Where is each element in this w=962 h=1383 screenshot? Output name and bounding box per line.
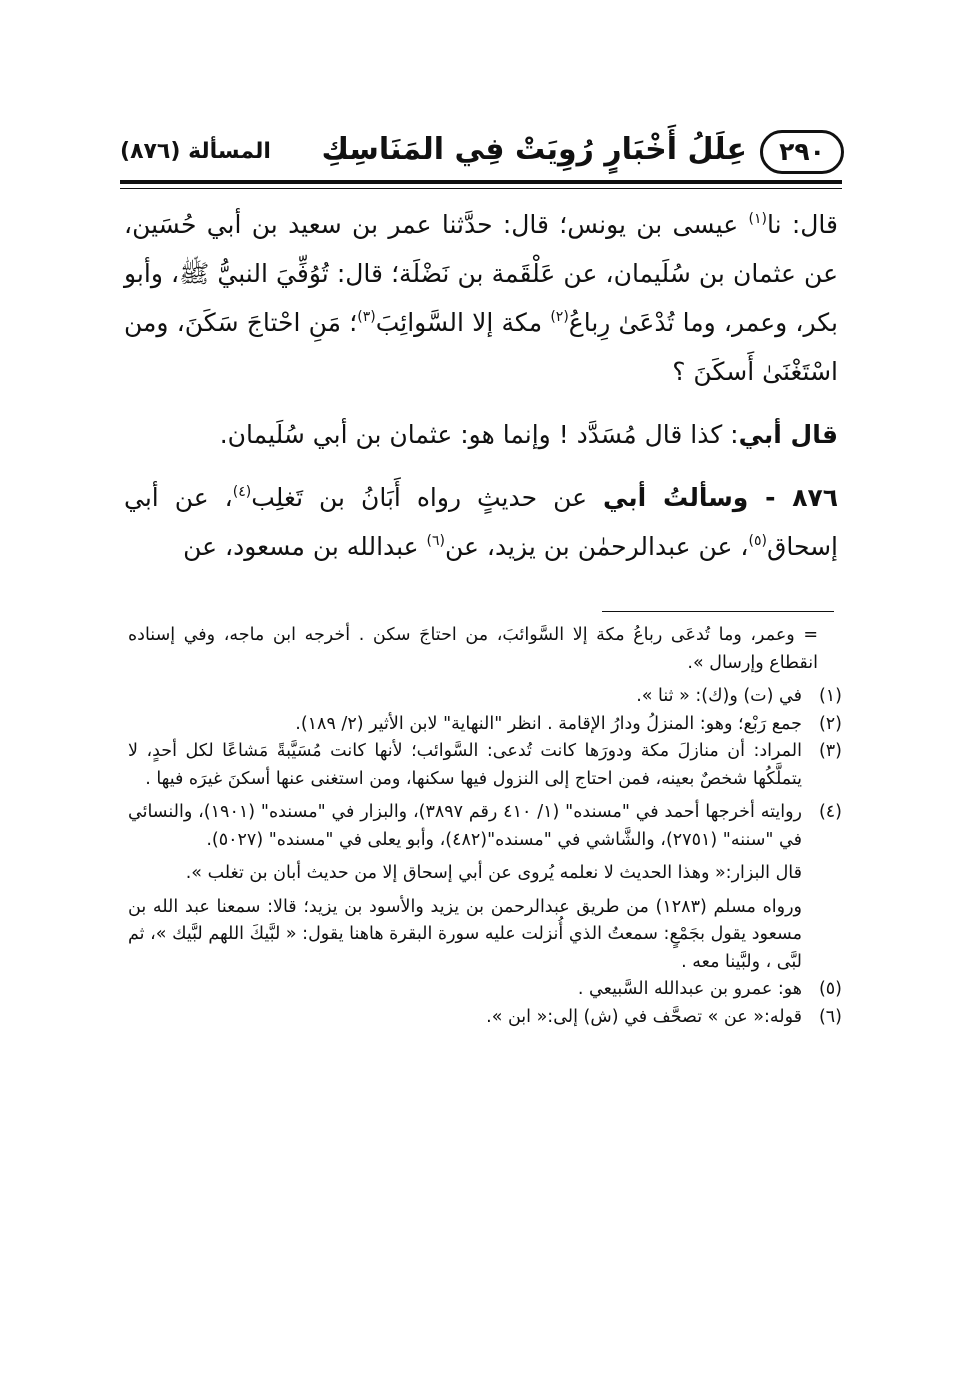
footnotes — [128, 622, 842, 1031]
footnote-number: (٦) — [818, 1006, 842, 1027]
text-span: : كذا قال مُسَدَّد ! وإنما هو: عثمان بن أبي سُلَيمان. — [219, 420, 739, 449]
footnote-text: جمع رَبْع؛ وهو: المنزلُ ودارُ الإقامة . انظر "النهاية" لابن الأثير (٢/ ١٨٩). — [295, 713, 802, 734]
footnote-continuation: = وعمر، وما تُدعَى رباعُ مكة إلا السَّوائبَ، من احتاجَ سكن . أخرجه ابن ماجه، وفي إسناده انقطاع وإرسال ». — [128, 625, 818, 673]
footnote-1 — [128, 683, 842, 711]
text-span: عيسى بن يونس؛ قال: حدَّثنا عمر بن سعيد بن أبي حُسَين، عن عثمان بن سُلَيمان، عن عَلْقَمة بن نَضْلَة؛ قال: تُوُفِّيَ النبيُّ ﷺ، وأبو بكر، وعمر، وما تُدْعَىٰ رِباعُ — [124, 210, 839, 337]
book-title: عِلَلُ أَخْبَارٍ رُوِيَتْ فِي المَنَاسِكِ — [321, 132, 747, 167]
text-span: عن حديثٍ رواه أَبَانُ بن تَغلِب — [251, 483, 603, 512]
paragraph-question — [124, 473, 838, 571]
question-heading: ٨٧٦ - وسألتُ أبي — [603, 483, 838, 512]
paragraph-comment — [124, 410, 838, 459]
header-rule-thick — [120, 180, 842, 184]
footnote-number: (٥) — [818, 979, 842, 999]
footnote-text: روايته أخرجها أحمد في "مسنده" (١/ ٤١٠ رقم ٣٨٩٧)، والبزار في "مسنده" (١٩٠١)، والنسائي في "سننه" (٢٧٥١)، والشَّاشي في "مسنده"(٤٨٢)، وأبو يعلى في "مسنده" (٥٠٢٧). — [128, 802, 802, 850]
footnote-ref: (٢) — [550, 309, 569, 325]
footnote-separator — [602, 611, 834, 612]
footnote-3 — [128, 738, 842, 793]
footnote-number: (٤) — [818, 802, 842, 822]
footnote-ref: (١) — [748, 211, 767, 227]
footnote-number: (٣) — [818, 741, 842, 761]
footnote-text: في (ت) و(ك): « ثنا ». — [636, 686, 802, 706]
speaker-label: قال أبي — [738, 420, 838, 449]
text-span: عبدالله بن مسعود، عن — [183, 532, 427, 561]
footnote-4-bazzar: قال البزار:« وهذا الحديث لا نعلمه يُروى عن أبي إسحاق إلا من حديث أبان بن تغلب ». — [185, 863, 802, 883]
footnote-number: (١) — [818, 686, 842, 706]
footnote-text: المراد: أن منازلَ مكة ودورَها كانت تُدعى: السَّوائب؛ لأنها كانت مُسَيَّبةً مَشاعًا لكل أحدٍ، لا يتملَّكُها شخصٌ بعينه، فمن احتاج إلى النزول فيها سكنها، ومن استغنى عنها أسكنَ غيرَه فيها . — [128, 741, 802, 789]
footnote-ref: (٣) — [357, 309, 376, 325]
footnote-text: قوله:« عن » تصحَّف في (ش) إلى:« ابن ». — [486, 1006, 802, 1027]
footnote-number: (٢) — [818, 713, 842, 734]
main-text — [124, 200, 838, 571]
footnote-4 — [128, 799, 842, 854]
text-span: ، عن عبدالرحمٰن بن يزيد، عن — [445, 532, 749, 561]
text-span: ، عن أبي إسحاق — [124, 483, 838, 561]
text-span: مكة إلا السَّوائِبَ — [375, 308, 551, 337]
footnote-4-muslim: ورواه مسلم (١٢٨٣) من طريق عبدالرحمن بن يزيد والأسود بن يزيد؛ قالا: سمعنا عبد الله بن مسعود يقول بجَمْعٍ: سمعتُ الذي أُنزلت عليه سورة البقرة هاهنا يقول: « لبَّيكَ اللهم لبَّيك »، ثم لبَّى ، ولبَّينا معه . — [128, 896, 803, 972]
footnote-ref: (٦) — [426, 533, 446, 549]
header-rule-thin — [120, 188, 842, 189]
page-header — [120, 128, 842, 176]
footnote-6 — [128, 1004, 842, 1032]
issue-label: المسألة (٨٧٦) — [120, 139, 271, 164]
text-span: ؛ مَنِ احْتاجَ سَكَنَ، ومن اسْتَغْنَىٰ أَسكَنَ ؟ — [124, 308, 838, 386]
text-span: قال: نا — [766, 210, 838, 239]
footnote-ref: (٥) — [748, 533, 767, 549]
footnote-2 — [128, 711, 842, 739]
footnote-text: هو: عمرو بن عبدالله السَّبيعي . — [577, 979, 802, 999]
footnote-ref: (٤) — [232, 484, 252, 500]
paragraph-chain — [124, 200, 838, 396]
footnote-5 — [128, 976, 842, 1004]
page-number-badge: ٢٩٠ — [760, 130, 844, 174]
